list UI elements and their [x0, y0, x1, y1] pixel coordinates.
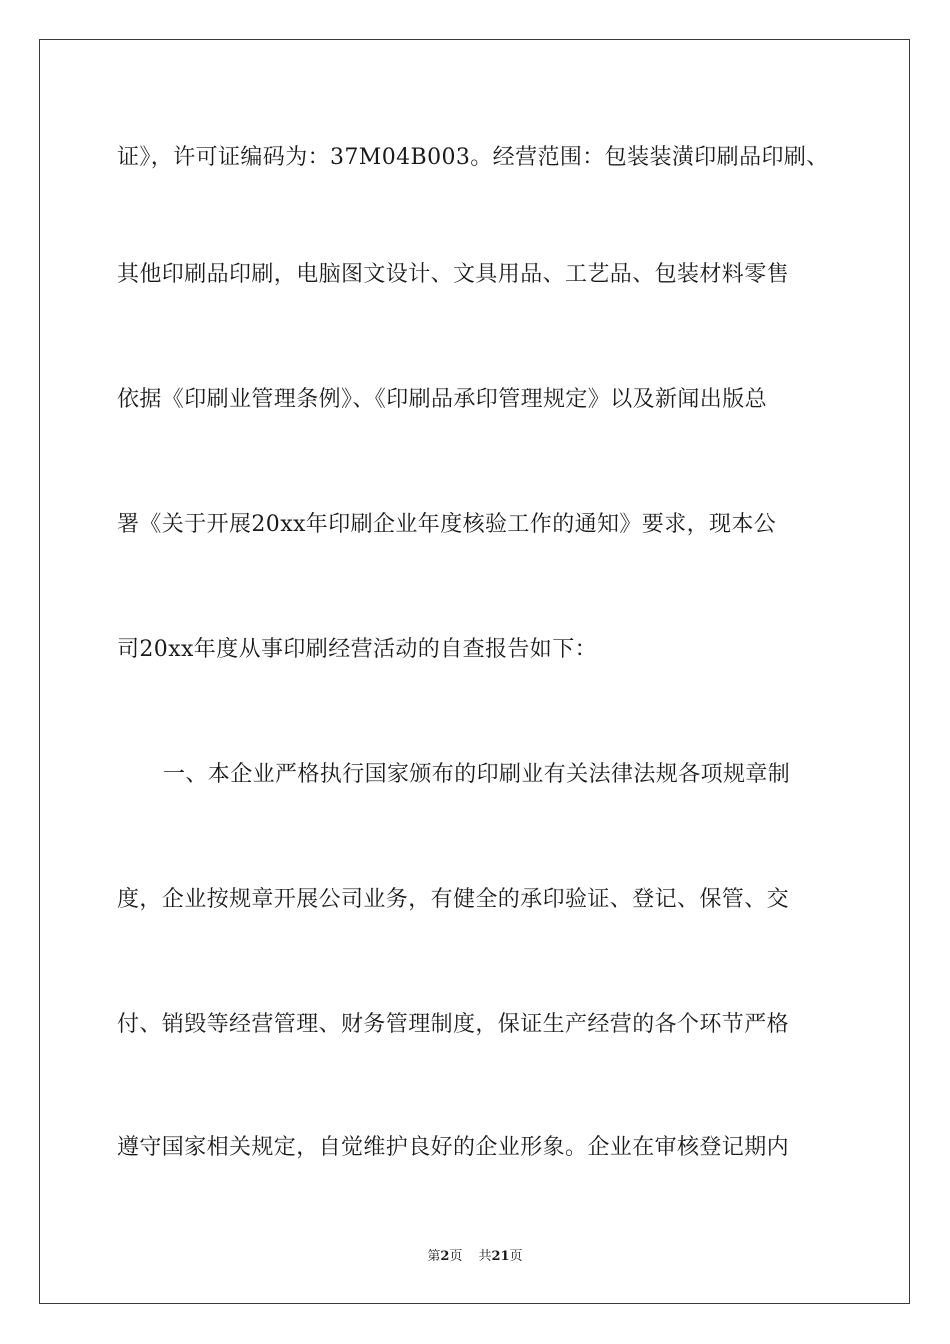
- text-line-1: 证》，许可证编码为：37M04B003。经营范围：包装装潢印刷品印刷、: [117, 145, 829, 170]
- total-pages: 21: [491, 1249, 510, 1264]
- text-line-5: 司20xx年度从事印刷经营活动的自查报告如下：: [117, 637, 598, 662]
- page-prefix: 第: [427, 1249, 441, 1264]
- page-suffix: 页: [449, 1249, 463, 1264]
- text-line-7: 度，企业按规章开展公司业务，有健全的承印验证、登记、保管、交: [117, 887, 790, 912]
- text-line-9: 遵守国家相关规定，自觉维护良好的企业形象。企业在审核登记期内: [117, 1135, 790, 1160]
- total-prefix: 共: [478, 1249, 492, 1264]
- text-line-3: 依据《印刷业管理条例》、《印刷品承印管理规定》以及新闻出版总: [117, 387, 768, 412]
- text-line-2: 其他印刷品印刷，电脑图文设计、文具用品、工艺品、包装材料零售: [117, 262, 790, 287]
- text-line-8: 付、销毁等经营管理、财务管理制度，保证生产经营的各个环节严格: [117, 1012, 790, 1037]
- page-footer: [0, 1248, 950, 1266]
- page-number: 2: [440, 1249, 450, 1264]
- text-line-4: 署《关于开展20xx年印刷企业年度核验工作的通知》要求，现本公: [117, 512, 777, 537]
- page-border: [39, 39, 910, 1304]
- text-line-6: 一、本企业严格执行国家颁布的印刷业有关法律法规各项规章制: [163, 762, 791, 787]
- total-suffix: 页: [509, 1249, 523, 1264]
